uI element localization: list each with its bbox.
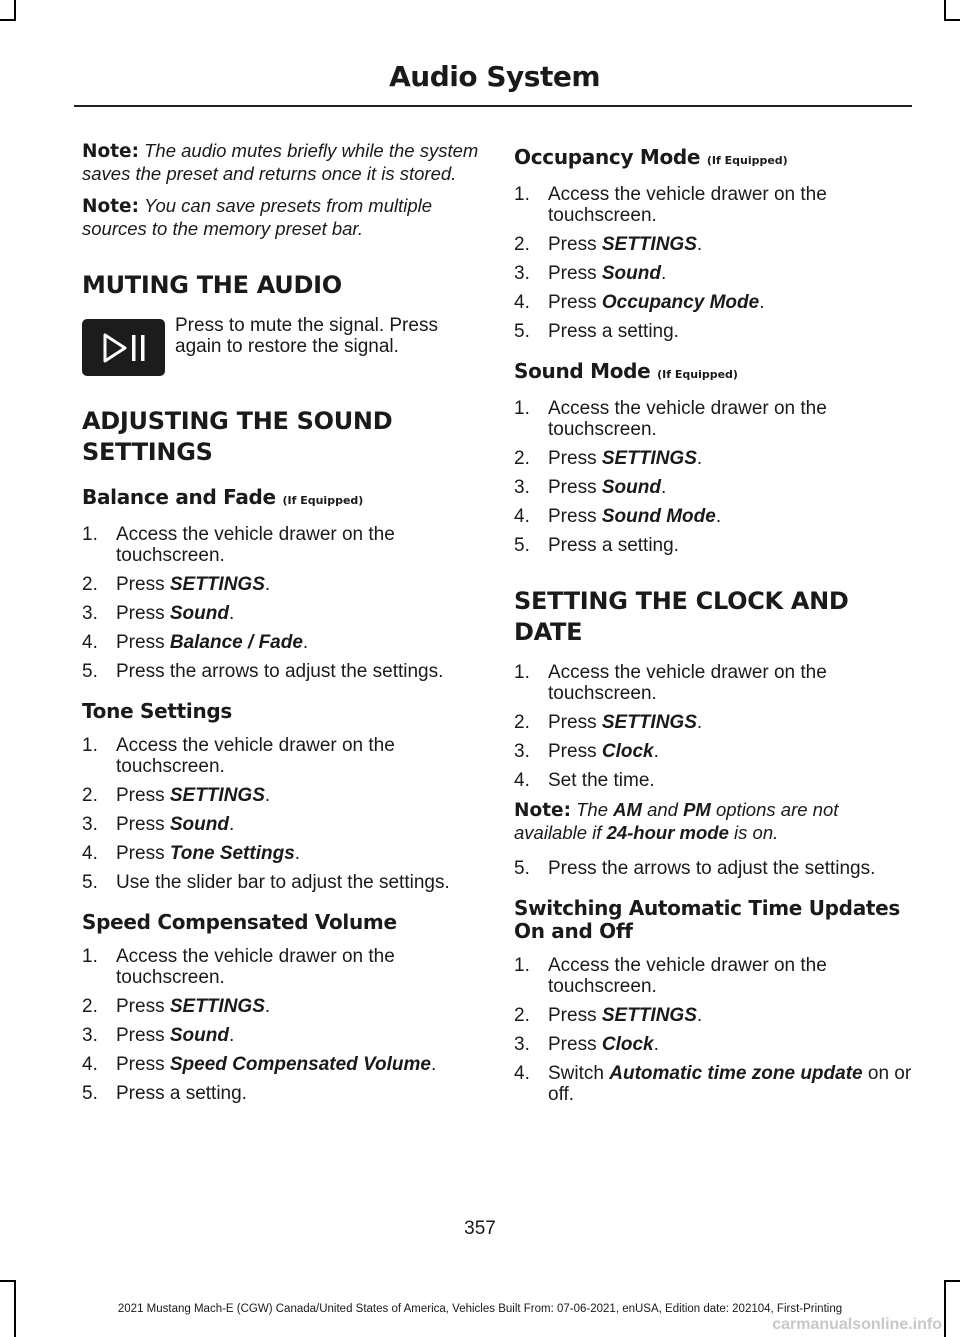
step-text-after: . bbox=[228, 814, 235, 835]
step-number: 5. bbox=[82, 872, 98, 893]
step-text: Press a setting. bbox=[548, 535, 679, 556]
step-text-after: . bbox=[653, 741, 659, 762]
list-item bbox=[82, 1054, 482, 1075]
step-text: Use the slider bar to adjust the settings. bbox=[116, 872, 450, 893]
subheading-tone-settings: Tone Settings bbox=[82, 699, 232, 723]
step-text-after: . bbox=[228, 1025, 235, 1046]
steps-clock-continued bbox=[514, 858, 914, 879]
steps-auto-time bbox=[514, 955, 914, 1105]
step-number: 5. bbox=[514, 535, 530, 556]
subheading-balance-fade: Balance and Fade (If Equipped) bbox=[82, 485, 364, 509]
step-number: 2. bbox=[82, 574, 98, 595]
play-pause-icon bbox=[82, 319, 165, 376]
step-emphasis: SETTINGS bbox=[169, 996, 265, 1017]
step-number: 1. bbox=[82, 735, 98, 756]
list-item bbox=[514, 398, 914, 440]
step-number: 1. bbox=[514, 398, 530, 419]
step-text-after: . bbox=[431, 1054, 437, 1075]
step-text: Press bbox=[548, 1005, 602, 1026]
subheading-occupancy-mode: Occupancy Mode (If Equipped) bbox=[514, 145, 788, 169]
footer-edition: 2021 Mustang Mach-E (CGW) Canada/United States of America, Vehicles Built From: 07-06-2021, enUSA, Edition date: 202104, First-Printing bbox=[117, 1303, 843, 1315]
step-text-after: . bbox=[696, 448, 703, 469]
list-item bbox=[514, 321, 914, 342]
step-number: 3. bbox=[514, 263, 530, 284]
note: Note: The audio mutes briefly while the system saves the preset and returns once it is stored. bbox=[82, 140, 479, 184]
step-emphasis: SETTINGS bbox=[601, 448, 697, 469]
step-text: Press a setting. bbox=[116, 1083, 247, 1104]
list-item bbox=[514, 292, 914, 313]
list-item bbox=[514, 506, 914, 527]
steps-clock bbox=[514, 662, 914, 791]
list-item bbox=[514, 1034, 914, 1055]
step-number: 3. bbox=[82, 814, 98, 835]
header-divider bbox=[74, 105, 912, 107]
list-item bbox=[514, 770, 914, 791]
step-emphasis: SETTINGS bbox=[601, 712, 697, 733]
step-emphasis: SETTINGS bbox=[601, 234, 697, 255]
step-text: Press bbox=[548, 1034, 602, 1055]
step-emphasis: SETTINGS bbox=[169, 785, 265, 806]
step-emphasis: SETTINGS bbox=[601, 1005, 697, 1026]
section-heading-muting: MUTING THE AUDIO bbox=[82, 271, 342, 299]
step-text: Access the vehicle drawer on the touchscreen. bbox=[548, 662, 827, 704]
step-emphasis: Automatic time zone update bbox=[609, 1063, 863, 1084]
list-item bbox=[82, 1083, 482, 1104]
step-emphasis: Sound bbox=[169, 1025, 229, 1046]
step-number: 2. bbox=[514, 712, 530, 733]
step-number: 1. bbox=[82, 524, 98, 545]
list-item bbox=[514, 1005, 914, 1026]
list-item bbox=[82, 524, 482, 566]
step-number: 4. bbox=[514, 506, 530, 527]
subheading-sound-mode: Sound Mode (If Equipped) bbox=[514, 359, 738, 383]
step-text: Press bbox=[116, 1025, 170, 1046]
steps-speed-volume bbox=[82, 946, 482, 1104]
step-number: 3. bbox=[514, 477, 530, 498]
list-item bbox=[82, 661, 482, 682]
step-text: Access the vehicle drawer on the touchscreen. bbox=[548, 955, 827, 997]
step-text: Press bbox=[116, 574, 170, 595]
step-number: 4. bbox=[82, 632, 98, 653]
step-text: Press bbox=[116, 843, 170, 864]
step-text: Set the time. bbox=[548, 770, 655, 791]
list-item bbox=[82, 574, 482, 595]
step-number: 2. bbox=[514, 448, 530, 469]
watermark-text: carmanualsonline.info bbox=[772, 1316, 942, 1333]
step-emphasis: Sound bbox=[601, 477, 661, 498]
step-text-after: . bbox=[715, 506, 722, 527]
list-item bbox=[82, 946, 482, 988]
list-item bbox=[82, 814, 482, 835]
crop-mark bbox=[14, 0, 16, 20]
step-number: 1. bbox=[82, 946, 98, 967]
step-emphasis: Balance / Fade bbox=[169, 632, 303, 653]
list-item bbox=[82, 603, 482, 624]
step-text: Press bbox=[548, 292, 602, 313]
subheading-auto-time: Switching Automatic Time Updates On and Off bbox=[514, 896, 901, 943]
steps-occupancy-mode bbox=[514, 184, 914, 342]
step-text: Press bbox=[548, 477, 602, 498]
list-item bbox=[514, 263, 914, 284]
step-text: Press bbox=[548, 506, 602, 527]
step-text: Press bbox=[548, 712, 602, 733]
step-text-after: . bbox=[660, 477, 667, 498]
list-item bbox=[514, 448, 914, 469]
step-number: 4. bbox=[514, 770, 530, 791]
step-number: 1. bbox=[514, 662, 530, 683]
section-heading-sound-settings: ADJUSTING THE SOUND SETTINGS bbox=[82, 407, 393, 466]
step-number: 4. bbox=[82, 1054, 98, 1075]
crop-mark bbox=[0, 1280, 16, 1282]
step-number: 2. bbox=[82, 785, 98, 806]
step-number: 4. bbox=[82, 843, 98, 864]
step-emphasis: SETTINGS bbox=[169, 574, 265, 595]
step-text: Press a setting. bbox=[548, 321, 679, 342]
list-item bbox=[514, 662, 914, 704]
page-number: 357 bbox=[464, 1218, 496, 1239]
list-item bbox=[82, 785, 482, 806]
step-emphasis: Sound Mode bbox=[601, 506, 716, 527]
step-number: 3. bbox=[82, 603, 98, 624]
step-text-after: . bbox=[759, 292, 765, 313]
step-text: Press bbox=[116, 785, 170, 806]
list-item bbox=[514, 858, 914, 879]
step-text-after: . bbox=[696, 1005, 703, 1026]
step-number: 5. bbox=[82, 661, 98, 682]
step-text-after: . bbox=[264, 574, 271, 595]
steps-sound-mode bbox=[514, 398, 914, 556]
step-number: 3. bbox=[514, 1034, 530, 1055]
step-text: Press bbox=[548, 448, 602, 469]
crop-mark bbox=[944, 19, 960, 21]
step-number: 1. bbox=[514, 955, 530, 976]
list-item bbox=[514, 712, 914, 733]
right-column bbox=[514, 146, 914, 1113]
step-text-after: . bbox=[294, 843, 301, 864]
crop-mark bbox=[944, 1280, 960, 1282]
step-text: Access the vehicle drawer on the touchscreen. bbox=[548, 398, 827, 440]
step-number: 4. bbox=[514, 1063, 530, 1084]
step-text: Press bbox=[116, 814, 170, 835]
step-text: Press bbox=[548, 263, 602, 284]
step-text: Access the vehicle drawer on the touchscreen. bbox=[116, 735, 395, 777]
list-item bbox=[82, 1025, 482, 1046]
step-emphasis: Sound bbox=[169, 603, 229, 624]
step-text: Access the vehicle drawer on the touchscreen. bbox=[116, 946, 395, 988]
step-number: 2. bbox=[82, 996, 98, 1017]
step-text: Press bbox=[548, 234, 602, 255]
step-text-after: . bbox=[228, 603, 235, 624]
note: Note: The AM and PM options are not available if 24-hour mode is on. bbox=[514, 799, 839, 843]
step-number: 5. bbox=[82, 1083, 98, 1104]
subheading-speed-volume: Speed Compensated Volume bbox=[82, 910, 397, 934]
step-text: Press bbox=[116, 1054, 170, 1075]
step-emphasis: Sound bbox=[169, 814, 229, 835]
section-heading-clock: SETTING THE CLOCK AND DATE bbox=[514, 587, 849, 646]
step-emphasis: Tone Settings bbox=[169, 843, 295, 864]
step-number: 5. bbox=[514, 858, 530, 879]
step-number: 4. bbox=[514, 292, 530, 313]
step-text: Access the vehicle drawer on the touchscreen. bbox=[548, 184, 827, 226]
mute-instruction bbox=[82, 315, 482, 376]
step-text-after: on or off. bbox=[548, 1063, 912, 1105]
list-item bbox=[82, 996, 482, 1017]
list-item bbox=[514, 477, 914, 498]
list-item bbox=[514, 1063, 914, 1105]
step-text-after: . bbox=[660, 263, 667, 284]
step-text: Switch bbox=[548, 1063, 610, 1084]
list-item bbox=[82, 632, 482, 653]
step-text: Press bbox=[116, 603, 170, 624]
list-item bbox=[514, 234, 914, 255]
step-text: Press bbox=[116, 632, 170, 653]
page-title: Audio System bbox=[389, 60, 600, 93]
step-number: 1. bbox=[514, 184, 530, 205]
step-emphasis: Clock bbox=[601, 1034, 654, 1055]
step-number: 5. bbox=[514, 321, 530, 342]
step-number: 2. bbox=[514, 1005, 530, 1026]
mute-text: Press to mute the signal. Press again to restore the signal. bbox=[175, 315, 438, 357]
step-text: Press bbox=[548, 741, 602, 762]
step-text-after: . bbox=[696, 234, 703, 255]
step-text: Access the vehicle drawer on the touchscreen. bbox=[116, 524, 395, 566]
step-text-after: . bbox=[264, 996, 271, 1017]
step-number: 3. bbox=[82, 1025, 98, 1046]
left-column bbox=[82, 140, 482, 1112]
step-text-after: . bbox=[302, 632, 309, 653]
list-item bbox=[514, 184, 914, 226]
list-item bbox=[514, 955, 914, 997]
list-item bbox=[82, 843, 482, 864]
list-item bbox=[514, 535, 914, 556]
step-text-after: . bbox=[696, 712, 703, 733]
steps-balance-fade bbox=[82, 524, 482, 682]
step-number: 3. bbox=[514, 741, 530, 762]
note: Note: You can save presets from multiple sources to the memory preset bar. bbox=[82, 195, 433, 239]
step-emphasis: Sound bbox=[601, 263, 661, 284]
crop-mark bbox=[0, 19, 16, 21]
step-text: Press the arrows to adjust the settings. bbox=[116, 661, 444, 682]
step-number: 2. bbox=[514, 234, 530, 255]
step-emphasis: Clock bbox=[601, 741, 654, 762]
step-text: Press bbox=[116, 996, 170, 1017]
crop-mark bbox=[944, 0, 946, 20]
step-emphasis: Speed Compensated Volume bbox=[169, 1054, 431, 1075]
list-item bbox=[82, 872, 482, 893]
step-text-after: . bbox=[653, 1034, 659, 1055]
steps-tone-settings bbox=[82, 735, 482, 893]
list-item bbox=[82, 735, 482, 777]
list-item bbox=[514, 741, 914, 762]
step-text-after: . bbox=[264, 785, 271, 806]
step-emphasis: Occupancy Mode bbox=[601, 292, 760, 313]
step-text: Press the arrows to adjust the settings. bbox=[548, 858, 876, 879]
